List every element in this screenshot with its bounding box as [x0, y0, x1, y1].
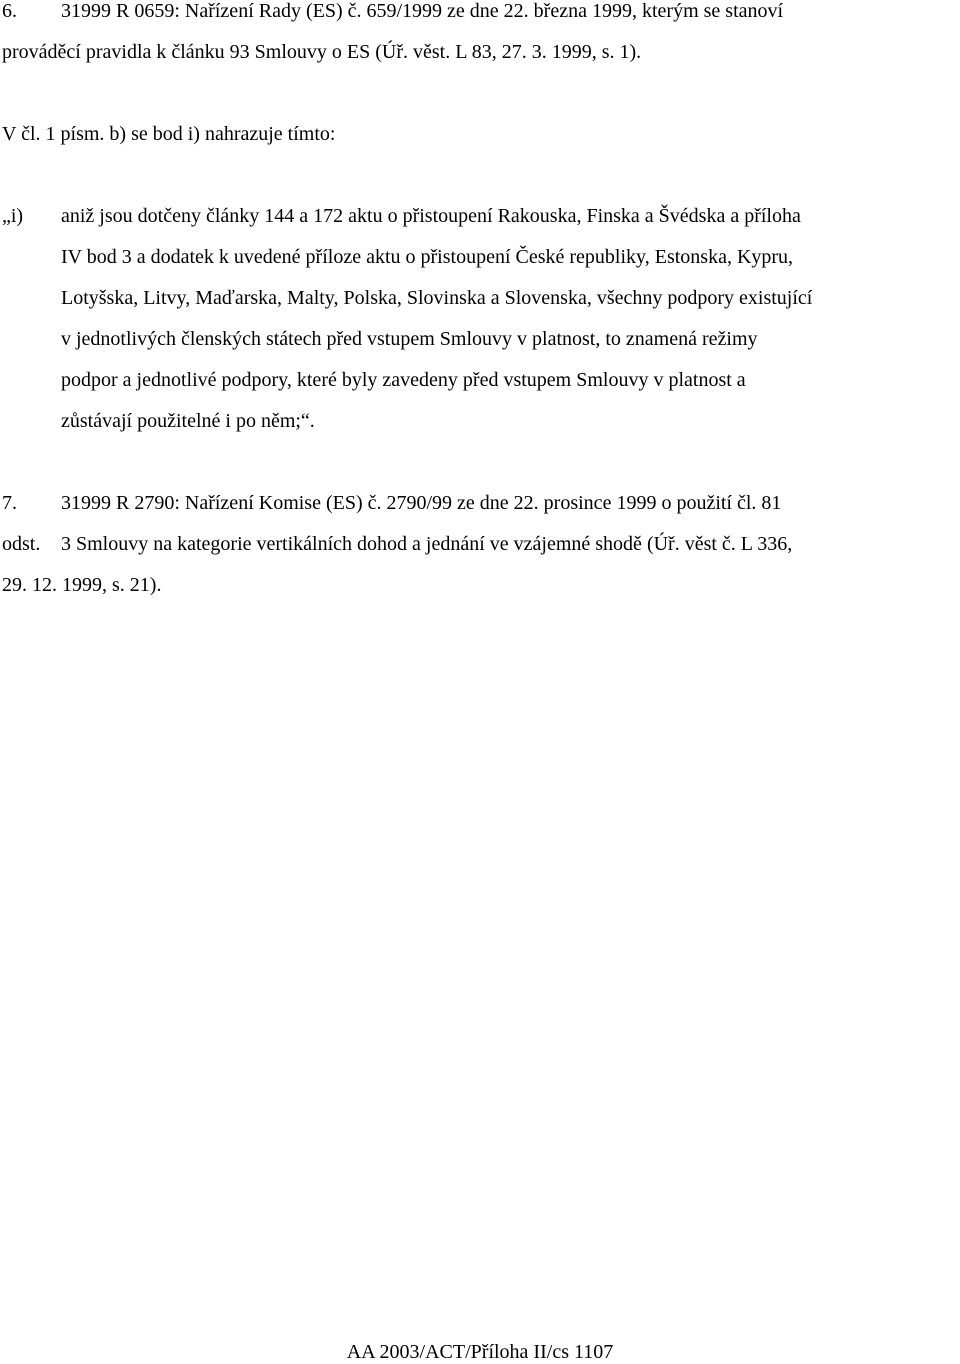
point-i-line-2: IV bod 3 a dodatek k uvedené příloze aktu o přistoupení České republiky, Estonska, Kypru, [61, 246, 794, 268]
page-footer: AA 2003/ACT/Příloha II/cs 1107 [346, 1341, 614, 1363]
item-7-line-1: 31999 R 2790: Nařízení Komise (ES) č. 2790/99 ze dne 22. prosince 1999 o použití čl. 81 [61, 492, 782, 514]
point-i-line-6: zůstávají použitelné i po něm;“. [61, 410, 315, 432]
item-7-line-2-start: odst. [2, 533, 41, 555]
item-7-line-3: 29. 12. 1999, s. 21). [2, 574, 162, 596]
item-6-number: 6. [2, 0, 17, 22]
point-i-label: „i) [2, 205, 24, 227]
item-7-number: 7. [2, 492, 17, 514]
point-i-line-1: aniž jsou dotčeny články 144 a 172 aktu o přistoupení Rakouska, Finska a Švédska a příloha [61, 205, 801, 227]
point-i-line-4: v jednotlivých členských státech před vstupem Smlouvy v platnost, to znamená režimy [61, 328, 758, 350]
item-7-line-2: 3 Smlouvy na kategorie vertikálních dohod a jednání ve vzájemné shodě (Úř. věst č. L 336, [61, 533, 793, 555]
item-6-line-2: prováděcí pravidla k článku 93 Smlouvy o ES (Úř. věst. L 83, 27. 3. 1999, s. 1). [2, 41, 642, 63]
item-6-line-1: 31999 R 0659: Nařízení Rady (ES) č. 659/1999 ze dne 22. března 1999, kterým se stanoví [61, 0, 784, 22]
point-i-line-3: Lotyšska, Litvy, Maďarska, Malty, Polska, Slovinska a Slovenska, všechny podpory existující [61, 287, 813, 309]
point-i-line-5: podpor a jednotlivé podpory, které byly zavedeny před vstupem Smlouvy v platnost a [61, 369, 746, 391]
amendment-intro: V čl. 1 písm. b) se bod i) nahrazuje tímto: [2, 123, 336, 145]
